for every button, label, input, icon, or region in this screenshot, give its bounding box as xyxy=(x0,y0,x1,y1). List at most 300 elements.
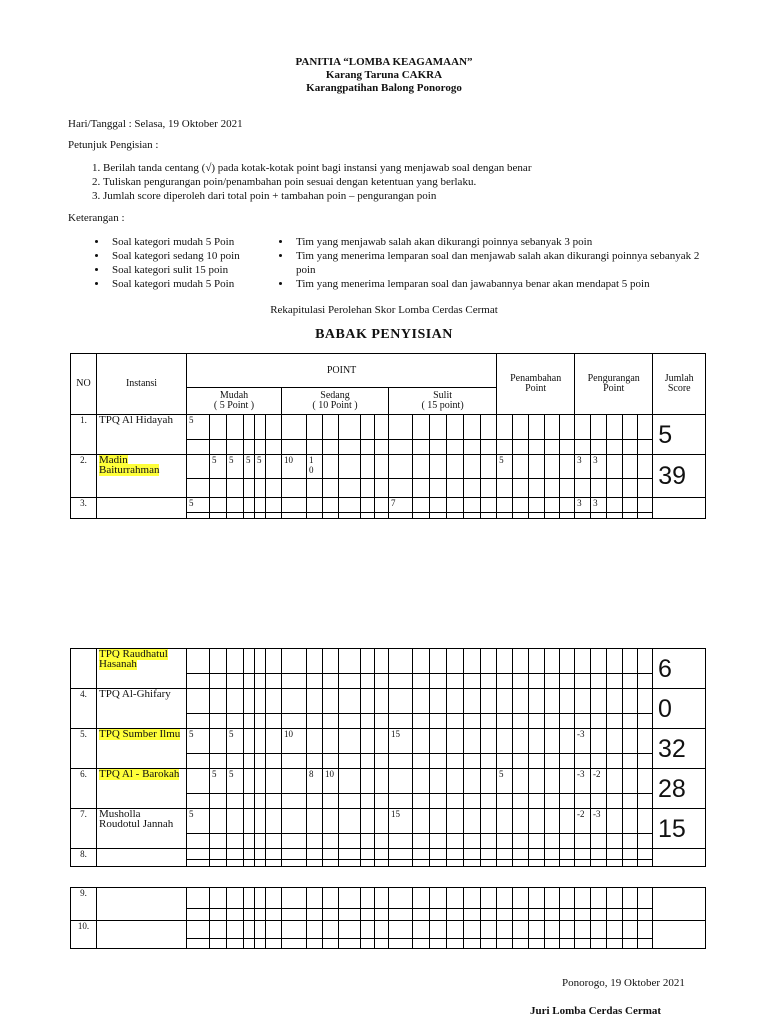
point-cell xyxy=(497,498,513,513)
point-cell-sub xyxy=(227,674,244,689)
point-cell xyxy=(227,849,244,860)
point-cell xyxy=(413,498,430,513)
point-cell-sub xyxy=(545,513,560,519)
table-row xyxy=(71,498,706,513)
point-cell xyxy=(282,498,307,513)
point-cell xyxy=(607,888,623,909)
point-cell xyxy=(339,498,361,513)
point-cell-sub xyxy=(227,513,244,519)
point-cell xyxy=(575,921,591,939)
point-cell-sub xyxy=(389,939,413,949)
point-cell-sub xyxy=(464,794,481,809)
point-cell xyxy=(447,888,464,909)
point-cell xyxy=(497,729,513,754)
point-cell xyxy=(591,649,607,674)
point-cell xyxy=(638,729,653,754)
point-cell xyxy=(244,888,255,909)
point-cell xyxy=(560,455,575,479)
point-cell xyxy=(607,415,623,440)
point-cell: 5 xyxy=(187,498,210,513)
point-cell-sub xyxy=(607,714,623,729)
row-instansi xyxy=(97,455,187,498)
point-cell xyxy=(323,455,339,479)
point-cell xyxy=(464,849,481,860)
point-cell xyxy=(529,769,545,794)
point-cell xyxy=(389,888,413,909)
petunjuk-item: 1. Berilah tanda centang (√) pada kotak-kotak point bagi instansi yang menjawab soal dengan benar xyxy=(103,161,531,175)
point-cell xyxy=(464,649,481,674)
instansi-name: TPQ Al Hidayah xyxy=(99,414,173,426)
point-cell-sub xyxy=(266,513,282,519)
point-cell xyxy=(266,921,282,939)
point-cell-sub xyxy=(307,754,323,769)
point-cell xyxy=(545,498,560,513)
point-cell xyxy=(210,689,227,714)
point-cell-sub xyxy=(323,939,339,949)
point-cell: 3 xyxy=(591,455,607,479)
point-cell xyxy=(413,649,430,674)
point-cell xyxy=(513,809,529,834)
point-cell xyxy=(389,849,413,860)
point-cell xyxy=(389,921,413,939)
point-cell xyxy=(227,921,244,939)
point-cell-sub xyxy=(307,479,323,498)
point-cell-sub xyxy=(529,794,545,809)
point-cell xyxy=(430,689,447,714)
row-number: 5. xyxy=(71,729,97,769)
point-cell-sub xyxy=(545,479,560,498)
point-cell-sub xyxy=(497,440,513,455)
point-cell xyxy=(560,809,575,834)
point-cell-sub xyxy=(282,909,307,921)
point-cell-sub xyxy=(210,754,227,769)
point-cell xyxy=(545,888,560,909)
point-cell-sub xyxy=(210,714,227,729)
point-cell xyxy=(430,849,447,860)
point-cell xyxy=(244,921,255,939)
point-cell xyxy=(187,769,210,794)
point-cell xyxy=(497,809,513,834)
point-cell xyxy=(375,689,389,714)
row-score: 28 xyxy=(653,769,706,809)
point-cell-sub xyxy=(210,513,227,519)
point-cell xyxy=(323,849,339,860)
point-cell xyxy=(307,921,323,939)
point-cell xyxy=(560,649,575,674)
point-cell: -2 xyxy=(575,809,591,834)
point-cell: 3 xyxy=(575,455,591,479)
point-cell xyxy=(323,649,339,674)
point-cell-sub xyxy=(413,754,430,769)
point-cell-sub xyxy=(339,754,361,769)
point-cell xyxy=(282,415,307,440)
point-cell xyxy=(497,415,513,440)
point-cell xyxy=(361,689,375,714)
point-cell-sub xyxy=(638,939,653,949)
point-cell-sub xyxy=(560,513,575,519)
point-cell xyxy=(623,769,638,794)
point-cell-sub xyxy=(323,440,339,455)
point-cell: 5 xyxy=(227,455,244,479)
point-cell-sub xyxy=(464,909,481,921)
point-cell: 5 xyxy=(255,455,266,479)
point-cell xyxy=(430,921,447,939)
point-cell-sub xyxy=(413,794,430,809)
point-cell-sub xyxy=(607,860,623,867)
point-cell: 5 xyxy=(187,415,210,440)
point-cell-sub xyxy=(266,440,282,455)
point-cell xyxy=(227,689,244,714)
point-cell xyxy=(255,498,266,513)
point-cell-sub xyxy=(375,939,389,949)
header-pengurangan: Pengurangan Point xyxy=(575,354,653,415)
point-cell xyxy=(545,921,560,939)
table-row xyxy=(71,769,706,794)
point-cell xyxy=(227,415,244,440)
point-cell-sub xyxy=(210,860,227,867)
point-cell-sub xyxy=(323,479,339,498)
point-cell xyxy=(638,415,653,440)
row-instansi xyxy=(97,809,187,849)
point-cell xyxy=(375,809,389,834)
point-cell xyxy=(244,809,255,834)
header-mudah-sub: ( 5 Point ) xyxy=(213,400,255,411)
petunjuk-item: 3. Jumlah score diperoleh dari total poin + tambahan poin – pengurangan poin xyxy=(103,189,531,203)
footer-juri: Juri Lomba Cerdas Cermat xyxy=(530,1005,662,1017)
point-cell-sub xyxy=(282,440,307,455)
point-cell xyxy=(513,921,529,939)
point-cell xyxy=(361,769,375,794)
point-cell xyxy=(244,689,255,714)
instansi-name: TPQ Raudhatul Hasanah xyxy=(99,648,168,670)
point-cell: -3 xyxy=(575,769,591,794)
point-cell xyxy=(255,888,266,909)
point-cell: -2 xyxy=(591,769,607,794)
point-cell-sub xyxy=(623,479,638,498)
point-cell xyxy=(497,921,513,939)
point-cell-sub xyxy=(187,513,210,519)
point-cell-sub xyxy=(323,834,339,849)
point-cell xyxy=(227,888,244,909)
point-cell-sub xyxy=(607,674,623,689)
point-cell-sub xyxy=(447,794,464,809)
point-cell-sub xyxy=(607,479,623,498)
header-sulit-sub: ( 15 point) xyxy=(421,400,464,411)
point-cell-sub xyxy=(227,440,244,455)
point-cell xyxy=(266,649,282,674)
point-cell-sub xyxy=(389,794,413,809)
point-cell-sub xyxy=(464,754,481,769)
point-cell-sub xyxy=(413,714,430,729)
point-cell-sub xyxy=(513,440,529,455)
point-cell: 10 xyxy=(323,769,339,794)
point-cell xyxy=(575,888,591,909)
point-cell xyxy=(430,769,447,794)
point-cell xyxy=(266,849,282,860)
point-cell-sub xyxy=(282,834,307,849)
point-cell xyxy=(529,649,545,674)
point-cell: 7 xyxy=(389,498,413,513)
point-cell-sub xyxy=(339,714,361,729)
point-cell xyxy=(623,849,638,860)
point-cell-sub xyxy=(529,939,545,949)
point-cell xyxy=(307,689,323,714)
row-number: 6. xyxy=(71,769,97,809)
point-cell xyxy=(529,498,545,513)
point-cell xyxy=(282,649,307,674)
table-row xyxy=(71,455,706,479)
point-cell: 3 xyxy=(575,498,591,513)
point-cell-sub xyxy=(607,513,623,519)
point-cell xyxy=(323,415,339,440)
point-cell-sub xyxy=(282,513,307,519)
point-cell xyxy=(266,455,282,479)
point-cell-sub xyxy=(464,860,481,867)
point-cell xyxy=(464,769,481,794)
point-cell-sub xyxy=(244,479,255,498)
keterangan-item: • Tim yang menjawab salah akan dikurangi poinnya sebanyak 3 poin xyxy=(292,235,712,249)
point-cell xyxy=(255,849,266,860)
row-instansi xyxy=(97,921,187,949)
point-cell xyxy=(497,849,513,860)
point-cell-sub xyxy=(430,479,447,498)
point-cell xyxy=(529,888,545,909)
point-cell xyxy=(607,809,623,834)
point-cell xyxy=(307,729,323,754)
table-row xyxy=(71,729,706,754)
point-cell-sub xyxy=(282,860,307,867)
point-cell-sub xyxy=(529,674,545,689)
point-cell-sub xyxy=(323,909,339,921)
point-cell xyxy=(529,849,545,860)
point-cell xyxy=(307,809,323,834)
row-instansi xyxy=(97,689,187,729)
point-cell xyxy=(339,689,361,714)
point-cell-sub xyxy=(255,440,266,455)
point-cell-sub xyxy=(266,754,282,769)
point-cell-sub xyxy=(591,479,607,498)
row-number xyxy=(71,649,97,689)
point-cell-sub xyxy=(560,479,575,498)
point-cell-sub xyxy=(389,909,413,921)
point-cell-sub xyxy=(339,909,361,921)
point-cell xyxy=(607,455,623,479)
point-cell xyxy=(447,729,464,754)
point-cell xyxy=(545,415,560,440)
point-cell xyxy=(227,649,244,674)
point-cell-sub xyxy=(447,440,464,455)
point-cell-sub xyxy=(447,674,464,689)
point-cell-sub xyxy=(339,794,361,809)
point-cell-sub xyxy=(430,794,447,809)
point-cell-sub xyxy=(361,860,375,867)
point-cell: 1 0 xyxy=(307,455,323,479)
point-cell xyxy=(389,769,413,794)
point-cell-sub xyxy=(323,794,339,809)
point-cell-sub xyxy=(623,860,638,867)
point-cell xyxy=(282,921,307,939)
point-cell-sub xyxy=(430,714,447,729)
point-cell xyxy=(266,769,282,794)
point-cell-sub xyxy=(266,794,282,809)
point-cell: 5 xyxy=(187,729,210,754)
point-cell: 5 xyxy=(497,769,513,794)
petunjuk-list xyxy=(85,161,531,203)
point-cell xyxy=(413,415,430,440)
point-cell xyxy=(545,649,560,674)
point-cell-sub xyxy=(529,860,545,867)
point-cell-sub xyxy=(339,674,361,689)
point-cell-sub xyxy=(513,674,529,689)
point-cell xyxy=(255,649,266,674)
point-cell xyxy=(210,921,227,939)
point-cell-sub xyxy=(339,860,361,867)
instansi-name: Musholla Roudotul Jannah xyxy=(99,808,174,830)
point-cell xyxy=(560,498,575,513)
point-cell xyxy=(210,809,227,834)
point-cell-sub xyxy=(282,479,307,498)
point-cell xyxy=(413,689,430,714)
point-cell xyxy=(481,689,497,714)
point-cell xyxy=(282,849,307,860)
point-cell xyxy=(464,498,481,513)
point-cell xyxy=(513,689,529,714)
point-cell xyxy=(623,689,638,714)
point-cell-sub xyxy=(638,440,653,455)
point-cell-sub xyxy=(447,909,464,921)
instansi-name: TPQ Sumber Ilmu xyxy=(99,728,181,740)
point-cell xyxy=(623,415,638,440)
point-cell-sub xyxy=(413,834,430,849)
point-cell xyxy=(623,921,638,939)
point-cell-sub xyxy=(361,714,375,729)
point-cell-sub xyxy=(323,860,339,867)
point-cell-sub xyxy=(607,754,623,769)
point-cell xyxy=(481,649,497,674)
point-cell-sub xyxy=(575,754,591,769)
row-number: 9. xyxy=(71,888,97,921)
point-cell-sub xyxy=(210,440,227,455)
row-instansi xyxy=(97,498,187,519)
point-cell xyxy=(187,455,210,479)
point-cell xyxy=(545,809,560,834)
point-cell-sub xyxy=(447,834,464,849)
point-cell-sub xyxy=(255,754,266,769)
point-cell xyxy=(497,888,513,909)
point-cell-sub xyxy=(575,479,591,498)
point-cell-sub xyxy=(513,794,529,809)
point-cell xyxy=(513,849,529,860)
point-cell-sub xyxy=(591,939,607,949)
point-cell-sub xyxy=(430,909,447,921)
point-cell-sub xyxy=(545,714,560,729)
point-cell xyxy=(529,809,545,834)
point-cell xyxy=(244,729,255,754)
table-row xyxy=(71,809,706,834)
point-cell xyxy=(447,689,464,714)
point-cell-sub xyxy=(545,909,560,921)
point-cell-sub xyxy=(389,674,413,689)
row-score xyxy=(653,888,706,921)
point-cell-sub xyxy=(623,909,638,921)
point-cell xyxy=(513,769,529,794)
point-cell xyxy=(430,888,447,909)
point-cell-sub xyxy=(591,860,607,867)
point-cell-sub xyxy=(638,909,653,921)
point-cell-sub xyxy=(638,834,653,849)
point-cell xyxy=(361,729,375,754)
point-cell xyxy=(227,498,244,513)
point-cell-sub xyxy=(607,440,623,455)
header-line-3: Karangpatihan Balong Ponorogo xyxy=(306,82,462,94)
point-cell xyxy=(464,888,481,909)
point-cell-sub xyxy=(187,440,210,455)
petunjuk-title: Petunjuk Pengisian : xyxy=(68,139,159,151)
point-cell: 5 xyxy=(210,769,227,794)
table-row xyxy=(71,888,706,909)
point-cell xyxy=(413,455,430,479)
point-cell-sub xyxy=(497,834,513,849)
recap-title: Rekapitulasi Perolehan Skor Lomba Cerdas Cermat xyxy=(270,304,498,316)
point-cell: 5 xyxy=(227,769,244,794)
point-cell-sub xyxy=(255,939,266,949)
point-cell xyxy=(210,649,227,674)
point-cell xyxy=(307,849,323,860)
point-cell-sub xyxy=(481,834,497,849)
point-cell: 5 xyxy=(210,455,227,479)
point-cell-sub xyxy=(497,479,513,498)
point-cell xyxy=(623,888,638,909)
point-cell xyxy=(560,415,575,440)
point-cell xyxy=(560,769,575,794)
point-cell xyxy=(545,689,560,714)
point-cell xyxy=(323,498,339,513)
point-cell xyxy=(430,729,447,754)
point-cell xyxy=(323,888,339,909)
point-cell-sub xyxy=(464,834,481,849)
point-cell-sub xyxy=(575,714,591,729)
point-cell-sub xyxy=(413,939,430,949)
point-cell-sub xyxy=(266,860,282,867)
point-cell-sub xyxy=(481,513,497,519)
point-cell-sub xyxy=(481,794,497,809)
point-cell xyxy=(623,455,638,479)
point-cell xyxy=(513,729,529,754)
point-cell-sub xyxy=(560,939,575,949)
point-cell-sub xyxy=(497,674,513,689)
point-cell-sub xyxy=(375,834,389,849)
point-cell-sub xyxy=(591,674,607,689)
point-cell-sub xyxy=(430,513,447,519)
point-cell-sub xyxy=(464,513,481,519)
point-cell xyxy=(481,921,497,939)
point-cell-sub xyxy=(307,440,323,455)
point-cell xyxy=(389,689,413,714)
point-cell xyxy=(430,649,447,674)
point-cell xyxy=(255,921,266,939)
point-cell-sub xyxy=(575,939,591,949)
point-cell: -3 xyxy=(591,809,607,834)
point-cell xyxy=(389,415,413,440)
point-cell-sub xyxy=(282,674,307,689)
point-cell-sub xyxy=(244,909,255,921)
point-cell-sub xyxy=(447,714,464,729)
point-cell-sub xyxy=(591,513,607,519)
point-cell: 3 xyxy=(591,498,607,513)
score-table-top xyxy=(70,353,706,519)
point-cell xyxy=(323,809,339,834)
point-cell-sub xyxy=(227,714,244,729)
